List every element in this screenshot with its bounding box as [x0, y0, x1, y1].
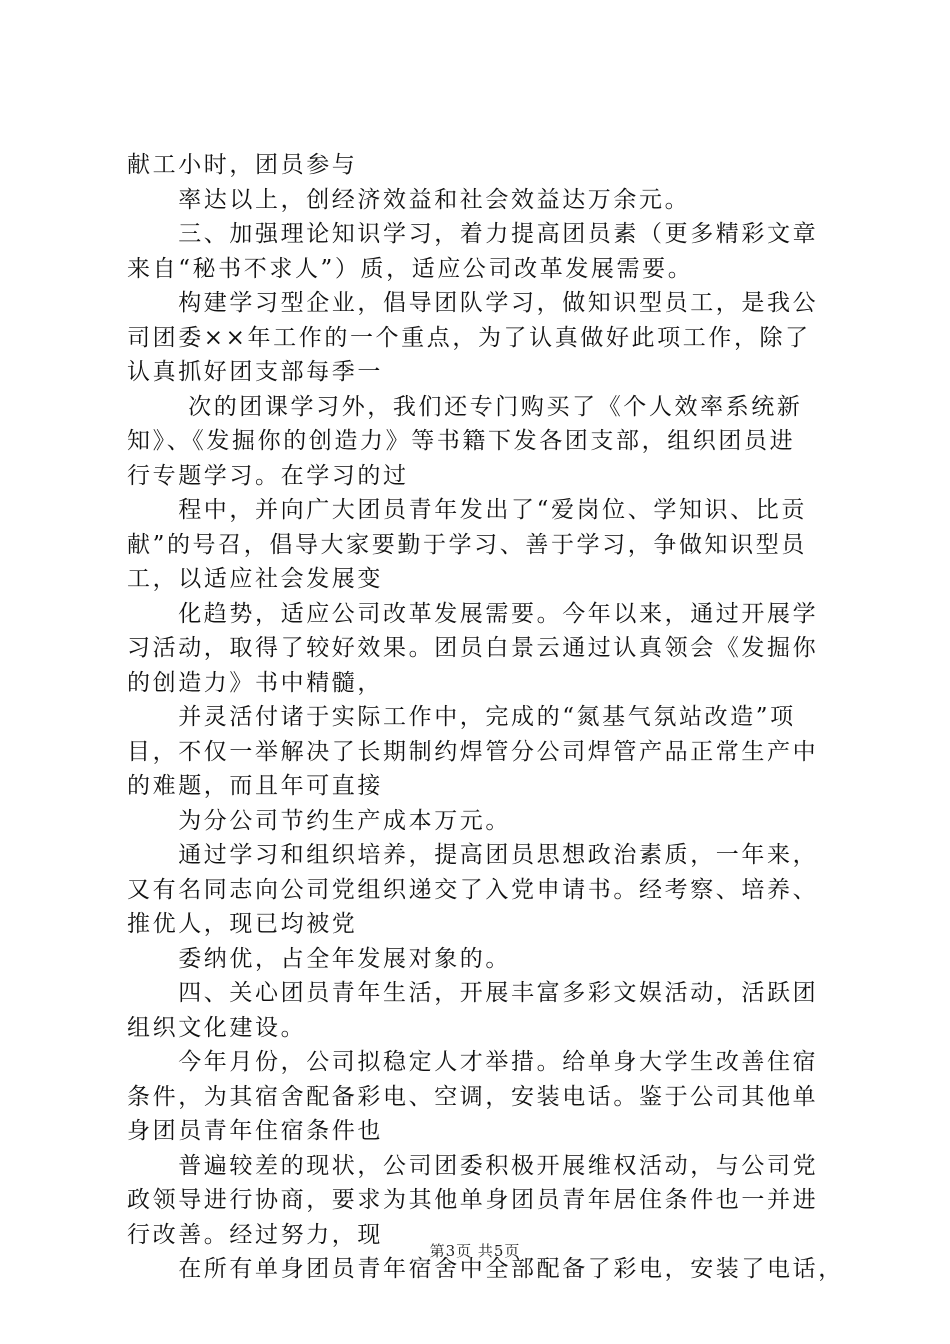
text-line: 司团委××年工作的一个重点，为了认真做好此项工作，除了	[127, 324, 811, 351]
text-line: 次的团课学习外，我们还专门购买了《个人效率系统新	[127, 393, 803, 420]
text-line: 程中，并向广大团员青年发出了“爱岗位、学知识、比贡	[127, 497, 807, 523]
text-line: 认真抓好团支部每季一	[127, 359, 383, 385]
text-line: 并灵活付诸于实际工作中，完成的“氮基气氛站改造”项	[127, 704, 796, 730]
text-line: 的难题，而且年可直接	[127, 773, 383, 799]
text-line: 条件，为其宿舍配备彩电、空调，安装电话。鉴于公司其他单	[127, 1083, 819, 1110]
text-line: 四、关心团员青年生活，开展丰富多彩文娱活动，活跃团	[127, 980, 819, 1006]
text-line: 行专题学习。在学习的过	[127, 462, 409, 489]
text-line: 目，不仅一举解决了长期制约焊管分公司焊管产品正常生产中	[127, 738, 819, 765]
text-line: 知》、《发掘你的创造力》等书籍下发各团支部，组织团员进	[127, 428, 796, 454]
text-line: 普遍较差的现状，公司团委积极开展维权活动，与公司党	[127, 1152, 819, 1179]
text-line: 又有名同志向公司党组织递交了入党申请书。经考察、培养、	[127, 876, 819, 903]
text-line: 三、加强理论知识学习，着力提高团员素（更多精彩文章	[127, 221, 819, 247]
text-line: 行改善。经过努力，现	[127, 1221, 383, 1248]
text-line: 率达以上，创经济效益和社会效益达万余元。	[127, 186, 691, 213]
text-line: 工，以适应社会发展变	[127, 566, 383, 592]
text-line: 推优人，现已均被党	[127, 911, 358, 937]
text-line: 献”的号召，倡导大家要勤于学习、善于学习，争做知识型员	[127, 531, 807, 558]
text-line: 委纳优，占全年发展对象的。	[127, 945, 511, 972]
text-line: 组织文化建设。	[127, 1014, 307, 1041]
text-line: 献工小时，团员参与	[127, 152, 358, 178]
text-line: 构建学习型企业，倡导团队学习，做知识型员工，是我公	[127, 290, 819, 316]
text-line: 化趋势，适应公司改革发展需要。今年以来，通过开展学	[127, 600, 819, 627]
text-line: 今年月份，公司拟稳定人才举措。给单身大学生改善住宿	[127, 1049, 819, 1075]
page-footer: 第3页 共5页	[429, 1242, 521, 1260]
text-line: 通过学习和组织培养，提高团员思想政治素质，一年来，	[127, 842, 819, 868]
text-line: 的创造力》书中精髓，	[127, 669, 383, 696]
text-line: 政领导进行协商，要求为其他单身团员青年居住条件也一并进	[127, 1187, 819, 1213]
text-line: 来自“秘书不求人”）质，适应公司改革发展需要。	[127, 255, 694, 282]
text-line: 在所有单身团员青年宿舍中全部配备了彩电，安装了电话，	[127, 1256, 844, 1282]
text-line: 身团员青年住宿条件也	[127, 1118, 383, 1144]
body-text	[127, 148, 847, 1287]
text-line: 习活动，取得了较好效果。团员白景云通过认真领会《发掘你	[127, 635, 819, 661]
text-line: 为分公司节约生产成本万元。	[127, 807, 511, 834]
